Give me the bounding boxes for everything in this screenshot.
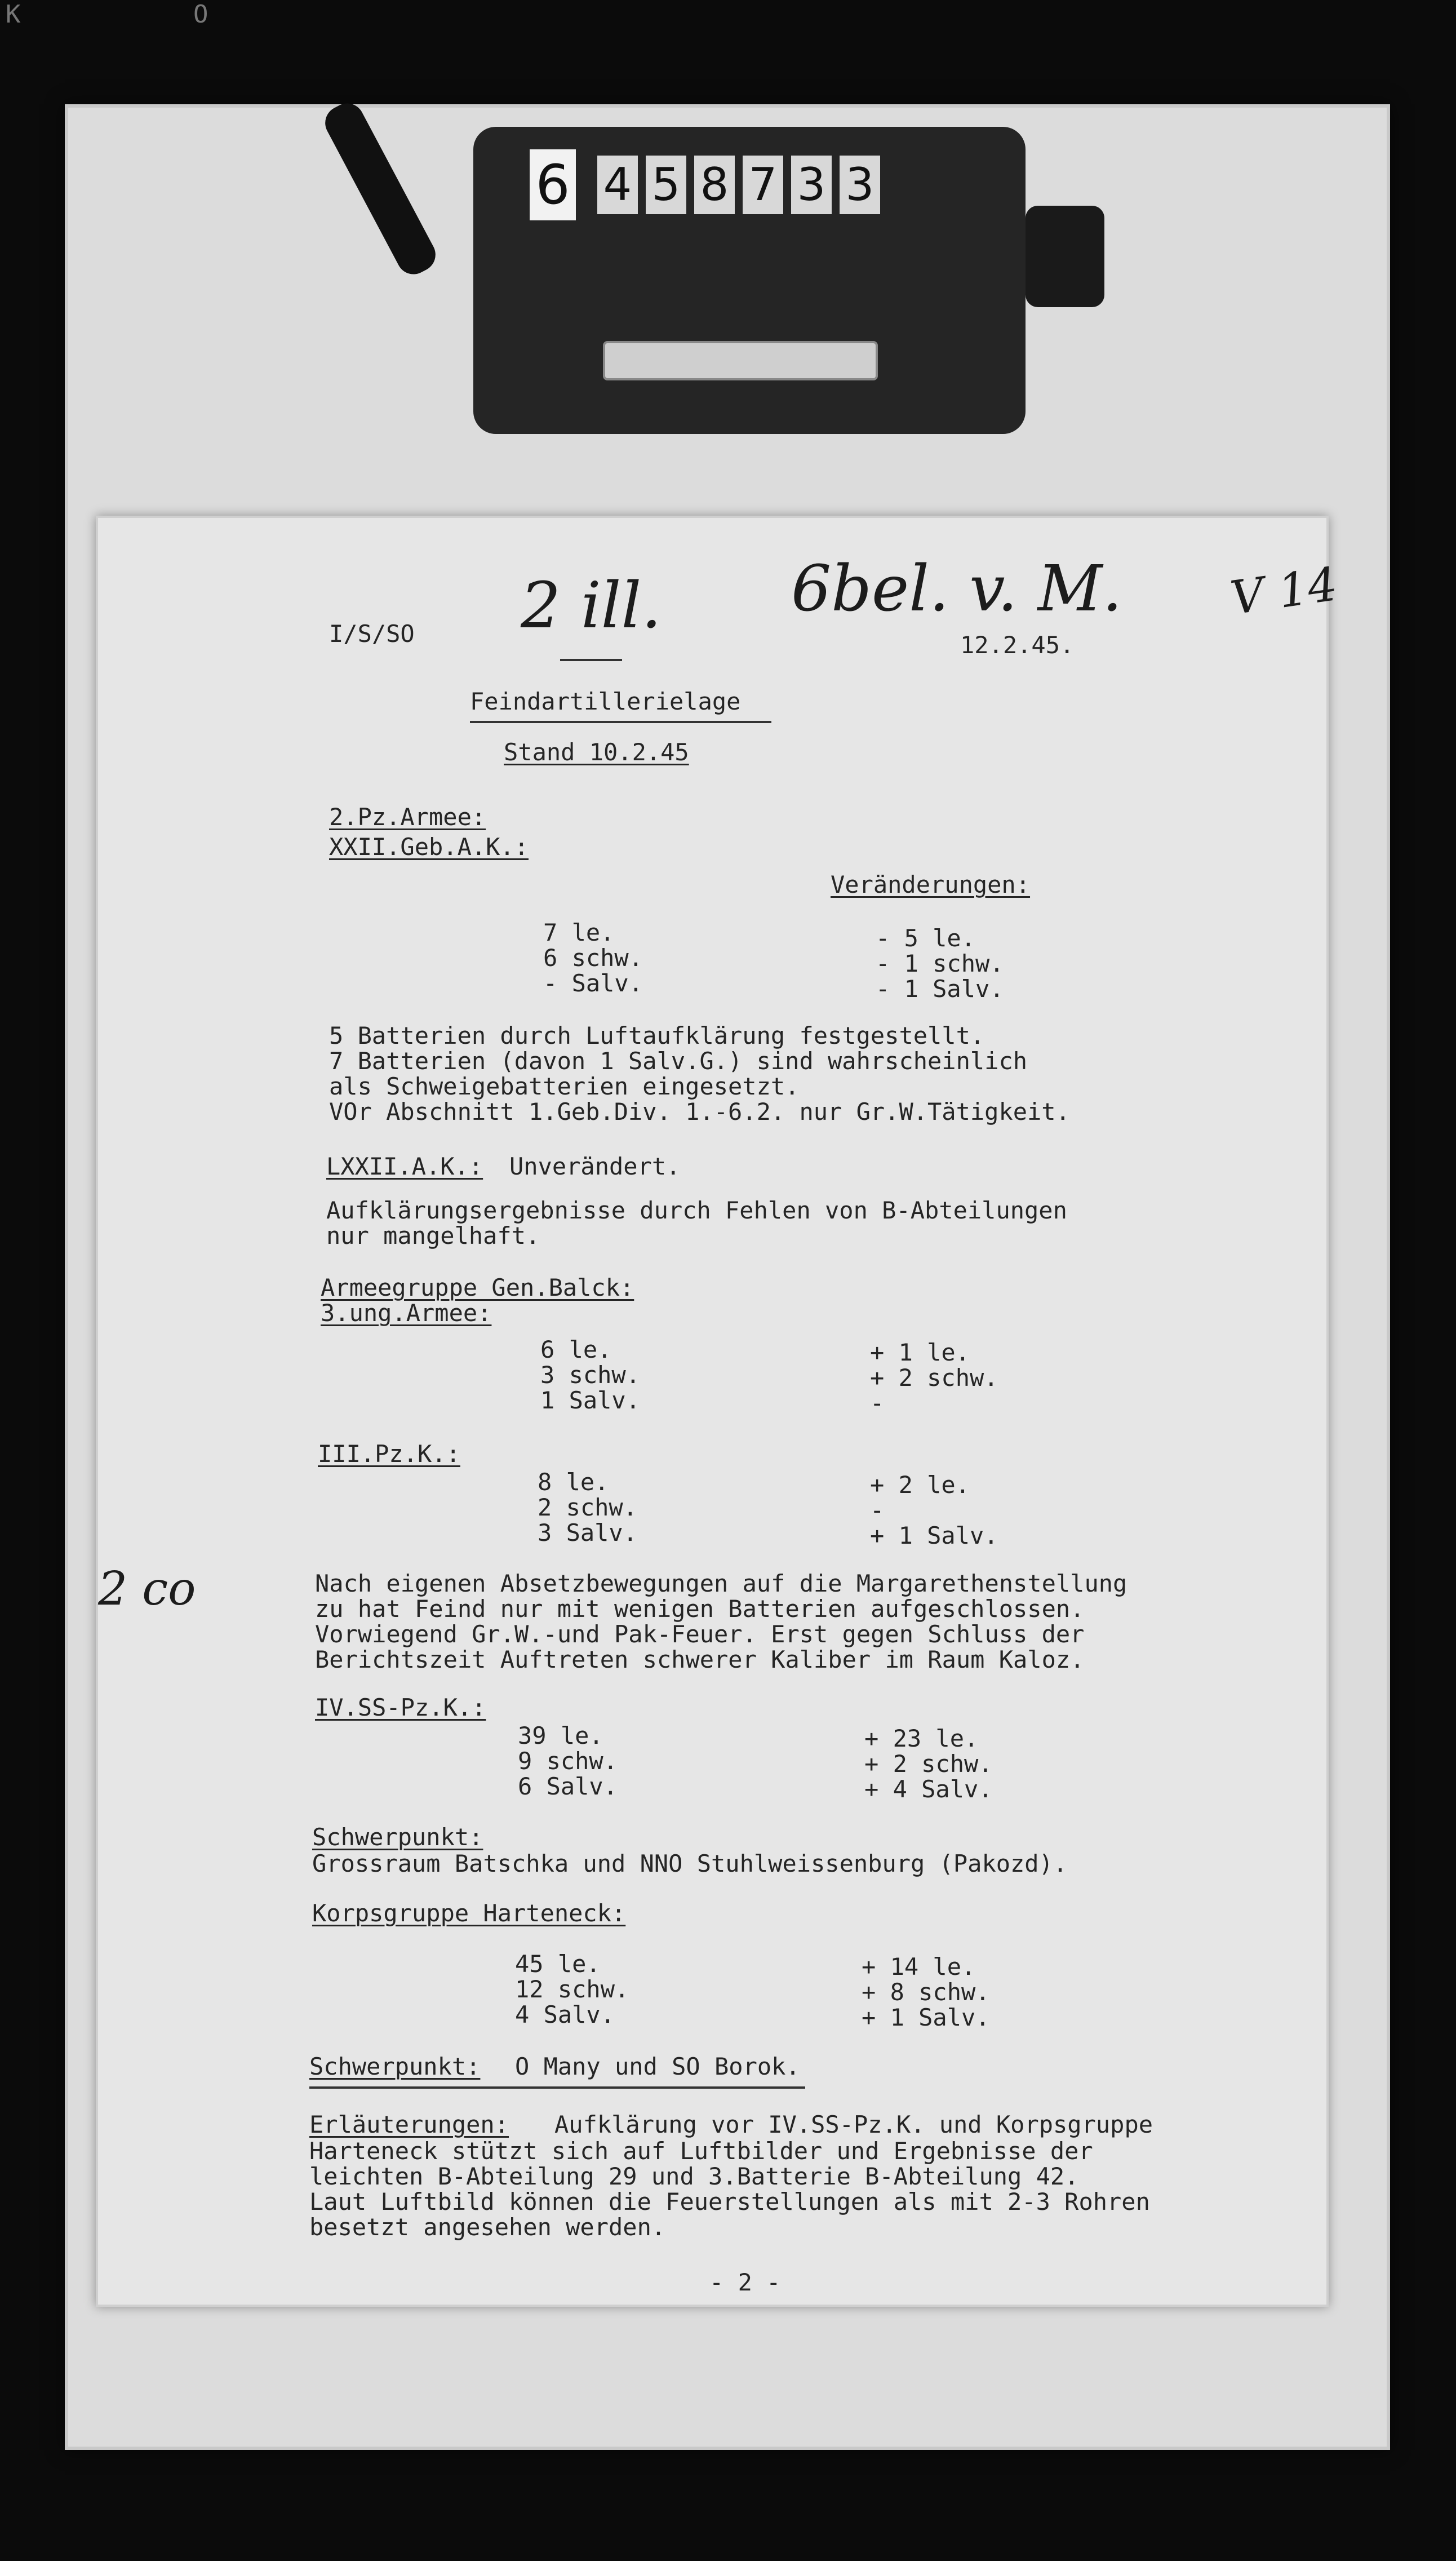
battery-change: + 23 le. <box>864 1725 979 1752</box>
title-underline <box>470 721 771 723</box>
corps-heading: XXII.Geb.A.K.: <box>329 833 529 861</box>
battery-change: + 4 Salv. <box>864 1775 993 1803</box>
battery-change: + 2 schw. <box>870 1364 998 1392</box>
battery-change: + 2 schw. <box>864 1750 993 1778</box>
focus-text: Grossraum Batschka und NNO Stuhlweissenburg (Pakozd). <box>312 1850 1068 1877</box>
battery-change: - 1 schw. <box>876 950 1004 977</box>
battery-change: - 5 le. <box>876 924 976 952</box>
battery-change: + 1 Salv. <box>862 2004 990 2031</box>
battery-count: 1 Salv. <box>540 1386 641 1414</box>
counter-digit: 3 <box>791 156 832 214</box>
counter-display <box>530 149 880 220</box>
battery-change: - <box>870 1496 885 1524</box>
battery-change: + 1 Salv. <box>870 1522 998 1549</box>
army-heading: 3.ung.Armee: <box>321 1299 492 1327</box>
battery-change: + 2 le. <box>870 1471 970 1499</box>
notes-line: Aufklärung vor IV.SS-Pz.K. und Korpsgruppe <box>554 2111 1153 2138</box>
corps-heading: IV.SS-Pz.K.: <box>315 1694 486 1721</box>
margin-note: 2 co <box>98 1562 196 1616</box>
battery-count: 12 schw. <box>515 1975 629 2003</box>
battery-count: 4 Salv. <box>515 2001 615 2028</box>
battery-count: 3 Salv. <box>538 1519 638 1547</box>
battery-change: - 1 Salv. <box>876 975 1004 1003</box>
corps-heading: III.Pz.K.: <box>318 1440 460 1468</box>
battery-count: 6 schw. <box>543 944 643 972</box>
battery-change: - <box>870 1389 885 1417</box>
focus-text: O Many und SO Borok. <box>515 2053 800 2080</box>
changes-heading: Veränderungen: <box>831 871 1031 898</box>
document-title: Feindartillerielage <box>470 688 741 715</box>
counter-digit: 8 <box>694 156 735 214</box>
notes-line: Laut Luftbild können die Feuerstellungen als mit 2-3 Rohren <box>309 2188 1150 2216</box>
handwritten-note-right: V 14 <box>1227 557 1341 626</box>
counter-digit: 5 <box>646 156 686 214</box>
battery-count: 39 le. <box>518 1722 603 1749</box>
section-divider <box>309 2086 805 2089</box>
battery-count: 8 le. <box>538 1468 609 1496</box>
body-line: VOr Abschnitt 1.Geb.Div. 1.-6.2. nur Gr.W.Tätigkeit. <box>329 1098 1070 1126</box>
battery-count: 7 le. <box>543 919 615 946</box>
office-code: I/S/SO <box>329 620 415 648</box>
battery-count: 9 schw. <box>518 1747 618 1775</box>
army-group-heading: Armeegruppe Gen.Balck: <box>321 1274 634 1301</box>
focus-heading: Schwerpunkt: <box>312 1823 483 1851</box>
document-page <box>96 516 1341 2307</box>
body-line: 5 Batterien durch Luftaufklärung festgestellt. <box>329 1022 985 1049</box>
page-number: - 2 - <box>709 2268 781 2296</box>
handwritten-note-left: 2 ill. <box>521 569 662 643</box>
document-subtitle: Stand 10.2.45 <box>504 738 689 766</box>
document-date: 12.2.45. <box>960 631 1075 659</box>
corps-status: Unverändert. <box>509 1153 681 1180</box>
notes-line: leichten B-Abteilung 29 und 3.Batterie B-Abteilung 42. <box>309 2163 1079 2190</box>
body-line: als Schweigebatterien eingesetzt. <box>329 1073 800 1100</box>
counter-knob <box>1026 206 1104 307</box>
army-heading: 2.Pz.Armee: <box>329 803 486 831</box>
notes-line: Harteneck stützt sich auf Luftbilder und Ergebnisse der <box>309 2137 1093 2165</box>
battery-change: + 1 le. <box>870 1339 970 1366</box>
battery-change: + 8 schw. <box>862 1978 990 2006</box>
frame-counter <box>473 127 1026 434</box>
body-line: Aufklärungsergebnisse durch Fehlen von B-Abteilungen <box>326 1197 1067 1224</box>
battery-count: - Salv. <box>543 969 643 997</box>
battery-count: 3 schw. <box>540 1361 641 1389</box>
battery-count: 2 schw. <box>538 1494 638 1521</box>
focus-heading: Schwerpunkt: <box>309 2053 481 2080</box>
counter-reel-tag: 6 <box>530 149 576 220</box>
battery-count: 6 Salv. <box>518 1773 618 1800</box>
body-line: nur mangelhaft. <box>326 1222 540 1250</box>
body-line: Berichtszeit Auftreten schwerer Kaliber im Raum Kaloz. <box>315 1646 1085 1673</box>
handwritten-note-center: 6bel. v. M. <box>791 552 1122 626</box>
handwriting-underline <box>560 659 622 661</box>
counter-digit: 3 <box>840 156 880 214</box>
battery-count: 6 le. <box>540 1336 612 1363</box>
counter-digit: 4 <box>597 156 638 214</box>
corps-heading: LXXII.A.K.: <box>326 1153 483 1180</box>
notes-line: besetzt angesehen werden. <box>309 2213 666 2241</box>
notes-heading: Erläuterungen: <box>309 2111 509 2138</box>
body-line: Vorwiegend Gr.W.-und Pak-Feuer. Erst gegen Schluss der <box>315 1620 1085 1648</box>
counter-nameplate <box>603 341 878 380</box>
battery-count: 45 le. <box>515 1950 601 1978</box>
body-line: Nach eigenen Absetzbewegungen auf die Margarethenstellung <box>315 1570 1127 1597</box>
corps-group-heading: Korpsgruppe Harteneck: <box>312 1899 626 1927</box>
body-line: zu hat Feind nur mit wenigen Batterien aufgeschlossen. <box>315 1595 1085 1623</box>
counter-digit: 7 <box>743 156 783 214</box>
film-edge-marks: K O <box>6 0 287 29</box>
body-line: 7 Batterien (davon 1 Salv.G.) sind wahrscheinlich <box>329 1047 1028 1075</box>
battery-change: + 14 le. <box>862 1953 976 1980</box>
